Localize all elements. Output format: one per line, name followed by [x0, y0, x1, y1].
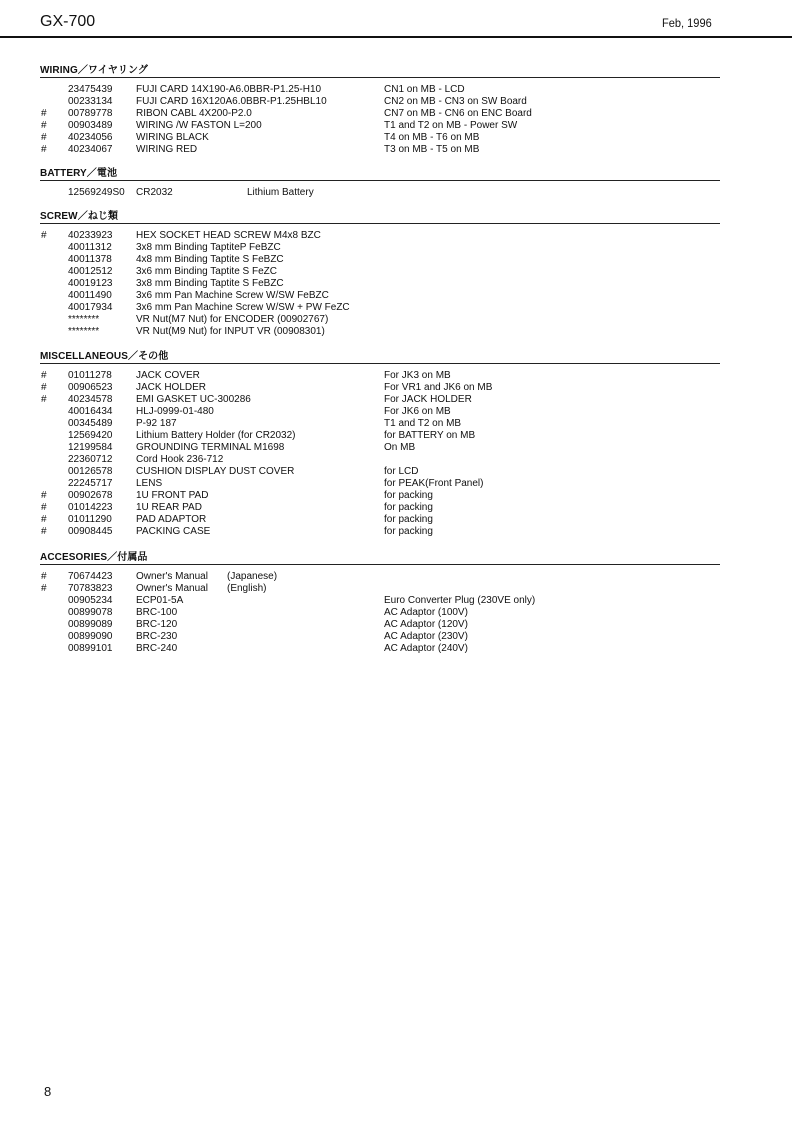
part-number: 00905234 [68, 595, 113, 606]
part-row [40, 144, 720, 156]
part-number: 40011490 [68, 290, 112, 301]
part-row [40, 490, 720, 502]
part-row [40, 84, 720, 96]
part-number: 00903489 [68, 120, 113, 131]
section-divider [40, 223, 720, 224]
parts-list [40, 370, 720, 538]
part-description: VR Nut(M7 Nut) for ENCODER (00902767) [136, 314, 329, 325]
part-description: WIRING /W FASTON L=200 [136, 120, 262, 131]
part-number: 40017934 [68, 302, 113, 313]
part-number: 22245717 [68, 478, 113, 489]
part-note: for LCD [384, 466, 419, 477]
part-description: 3x6 mm Pan Machine Screw W/SW + PW FeZC [136, 302, 350, 313]
part-number: 40011378 [68, 254, 112, 265]
section-title: SCREW／ねじ類 [40, 211, 119, 222]
part-row [40, 418, 720, 430]
part-number: 12199584 [68, 442, 113, 453]
part-description: LENS [136, 478, 163, 489]
part-description: ECP01-5A [136, 595, 184, 606]
part-number: 23475439 [68, 84, 113, 95]
part-description: WIRING BLACK [136, 132, 209, 143]
part-description: Cord Hook 236-712 [136, 454, 224, 465]
part-number: 40234056 [68, 132, 113, 143]
part-description: HEX SOCKET HEAD SCREW M4x8 BZC [136, 230, 321, 241]
part-row [40, 526, 720, 538]
part-description: BRC-240 [136, 643, 178, 654]
part-description: BRC-120 [136, 619, 178, 630]
part-row [40, 254, 720, 266]
part-row [40, 230, 720, 242]
part-description: 3x6 mm Pan Machine Screw W/SW FeBZC [136, 290, 329, 301]
part-description: GROUNDING TERMINAL M1698 [136, 442, 285, 453]
part-note: AC Adaptor (230V) [384, 631, 468, 642]
part-note: For VR1 and JK6 on MB [384, 382, 493, 393]
part-description: CR2032 [136, 187, 173, 198]
part-row [40, 370, 720, 382]
part-description: PACKING CASE [136, 526, 211, 537]
revision-mark: # [41, 502, 47, 513]
document-model-title: GX-700 [40, 13, 96, 30]
part-number: 22360712 [68, 454, 113, 465]
part-note: AC Adaptor (120V) [384, 619, 468, 630]
part-row [40, 394, 720, 406]
part-number: 00908445 [68, 526, 113, 537]
part-number: 00345489 [68, 418, 113, 429]
wiring-section [40, 64, 720, 156]
part-note: Euro Converter Plug (230VE only) [384, 595, 536, 606]
part-note: On MB [384, 442, 416, 453]
part-note: AC Adaptor (240V) [384, 643, 468, 654]
miscellaneous-section [40, 350, 720, 538]
part-number: 00899089 [68, 619, 113, 630]
part-row [40, 595, 720, 607]
part-number: 40016434 [68, 406, 113, 417]
revision-mark: # [41, 370, 47, 381]
parts-list [40, 230, 720, 338]
part-row [40, 242, 720, 254]
revision-mark: # [41, 230, 47, 241]
part-description: JACK COVER [136, 370, 200, 381]
revision-mark: # [41, 490, 47, 501]
page-number: 8 [44, 1084, 52, 1099]
part-note: CN2 on MB - CN3 on SW Board [384, 96, 527, 107]
section-divider [40, 180, 720, 181]
part-number: 01011290 [68, 514, 112, 525]
part-number: 00233134 [68, 96, 113, 107]
part-note: For JK6 on MB [384, 406, 451, 417]
part-description: VR Nut(M9 Nut) for INPUT VR (00908301) [136, 326, 325, 337]
part-row [40, 108, 720, 120]
part-description: BRC-230 [136, 631, 178, 642]
part-row [40, 382, 720, 394]
part-description: JACK HOLDER [136, 382, 207, 393]
part-row [40, 454, 720, 466]
part-number: 00899090 [68, 631, 113, 642]
part-description: BRC-100 [136, 607, 178, 618]
part-row [40, 187, 720, 199]
part-note: CN1 on MB - LCD [384, 84, 465, 95]
part-description: FUJI CARD 14X190-A6.0BBR-P1.25-H10 [136, 84, 322, 95]
part-row [40, 514, 720, 526]
part-description: EMI GASKET UC-300286 [136, 394, 251, 405]
section-divider [40, 77, 720, 78]
part-row [40, 502, 720, 514]
parts-list [40, 571, 720, 655]
part-language: (English) [227, 583, 267, 594]
part-number: 01011278 [68, 370, 112, 381]
part-row [40, 430, 720, 442]
part-number: 00789778 [68, 108, 113, 119]
part-note: CN7 on MB - CN6 on ENC Board [384, 108, 532, 119]
part-description: Owner's Manual [136, 571, 208, 582]
part-row [40, 266, 720, 278]
part-row [40, 607, 720, 619]
section-title: MISCELLANEOUS／その他 [40, 351, 169, 362]
part-description: PAD ADAPTOR [136, 514, 207, 525]
part-row [40, 631, 720, 643]
section-divider [40, 363, 720, 364]
revision-mark: # [41, 382, 47, 393]
part-number: 00906523 [68, 382, 113, 393]
part-description: FUJI CARD 16X120A6.0BBR-P1.25HBL10 [136, 96, 327, 107]
part-row [40, 302, 720, 314]
revision-mark: # [41, 120, 47, 131]
part-note: T1 and T2 on MB - Power SW [384, 120, 518, 131]
part-note: for packing [384, 502, 433, 513]
part-note: For JK3 on MB [384, 370, 451, 381]
revision-mark: # [41, 583, 47, 594]
revision-mark: # [41, 394, 47, 405]
part-row [40, 466, 720, 478]
part-row [40, 326, 720, 338]
section-title: ACCESORIES／付属品 [40, 552, 148, 563]
header-divider [0, 36, 792, 38]
part-note: for packing [384, 526, 433, 537]
part-number: 40233923 [68, 230, 113, 241]
section-title: BATTERY／電池 [40, 168, 118, 179]
part-description: 3x8 mm Binding Taptite S FeBZC [136, 278, 284, 289]
part-row [40, 406, 720, 418]
part-number: 40234067 [68, 144, 113, 155]
part-row [40, 96, 720, 108]
part-description: 1U FRONT PAD [136, 490, 209, 501]
part-description: HLJ-0999-01-480 [136, 406, 214, 417]
revision-mark: # [41, 571, 47, 582]
part-row [40, 132, 720, 144]
part-description: WIRING RED [136, 144, 198, 155]
revision-mark: # [41, 526, 47, 537]
part-description: 3x6 mm Binding Taptite S FeZC [136, 266, 277, 277]
part-row [40, 290, 720, 302]
part-description: 1U REAR PAD [136, 502, 202, 513]
part-number: 01014223 [68, 502, 113, 513]
part-number: ******** [68, 314, 100, 325]
part-row [40, 571, 720, 583]
part-row [40, 619, 720, 631]
part-number: 00902678 [68, 490, 113, 501]
revision-mark: # [41, 132, 47, 143]
revision-mark: # [41, 144, 47, 155]
part-note: For JACK HOLDER [384, 394, 472, 405]
screw-section [40, 210, 720, 338]
part-number: 00899078 [68, 607, 113, 618]
part-row [40, 583, 720, 595]
part-number: 40011312 [68, 242, 112, 253]
part-description: P-92 187 [136, 418, 177, 429]
parts-list [40, 187, 720, 199]
part-description: RIBON CABL 4X200-P2.0 [136, 108, 252, 119]
part-note: T3 on MB - T5 on MB [384, 144, 480, 155]
part-number: 12569249S0 [68, 187, 125, 198]
section-divider [40, 564, 720, 565]
part-number: 00126578 [68, 466, 113, 477]
part-language: (Japanese) [227, 571, 278, 582]
part-description: CUSHION DISPLAY DUST COVER [136, 466, 295, 477]
section-title: WIRING／ワイヤリング [40, 65, 149, 76]
part-note: T1 and T2 on MB [384, 418, 462, 429]
part-number: 12569420 [68, 430, 113, 441]
parts-list [40, 84, 720, 156]
part-number: 40019123 [68, 278, 113, 289]
document-date: Feb, 1996 [662, 16, 712, 30]
part-number: ******** [68, 326, 100, 337]
part-note: for PEAK(Front Panel) [384, 478, 484, 489]
part-note: AC Adaptor (100V) [384, 607, 468, 618]
part-row [40, 478, 720, 490]
part-number: 00899101 [68, 643, 113, 654]
part-row [40, 314, 720, 326]
revision-mark: # [41, 514, 47, 525]
part-row [40, 120, 720, 132]
part-note: for BATTERY on MB [384, 430, 476, 441]
part-row [40, 442, 720, 454]
part-note: Lithium Battery [247, 187, 314, 198]
revision-mark: # [41, 108, 47, 119]
part-number: 40234578 [68, 394, 113, 405]
part-description: Owner's Manual [136, 583, 208, 594]
part-note: for packing [384, 514, 433, 525]
part-row [40, 643, 720, 655]
part-number: 70674423 [68, 571, 113, 582]
part-number: 40012512 [68, 266, 113, 277]
part-note: for packing [384, 490, 433, 501]
part-description: 3x8 mm Binding TaptiteP FeBZC [136, 242, 281, 253]
part-description: 4x8 mm Binding Taptite S FeBZC [136, 254, 284, 265]
part-description: Lithium Battery Holder (for CR2032) [136, 430, 296, 441]
part-number: 70783823 [68, 583, 113, 594]
part-row [40, 278, 720, 290]
accessories-section [40, 551, 720, 655]
part-note: T4 on MB - T6 on MB [384, 132, 480, 143]
battery-section [40, 167, 720, 199]
